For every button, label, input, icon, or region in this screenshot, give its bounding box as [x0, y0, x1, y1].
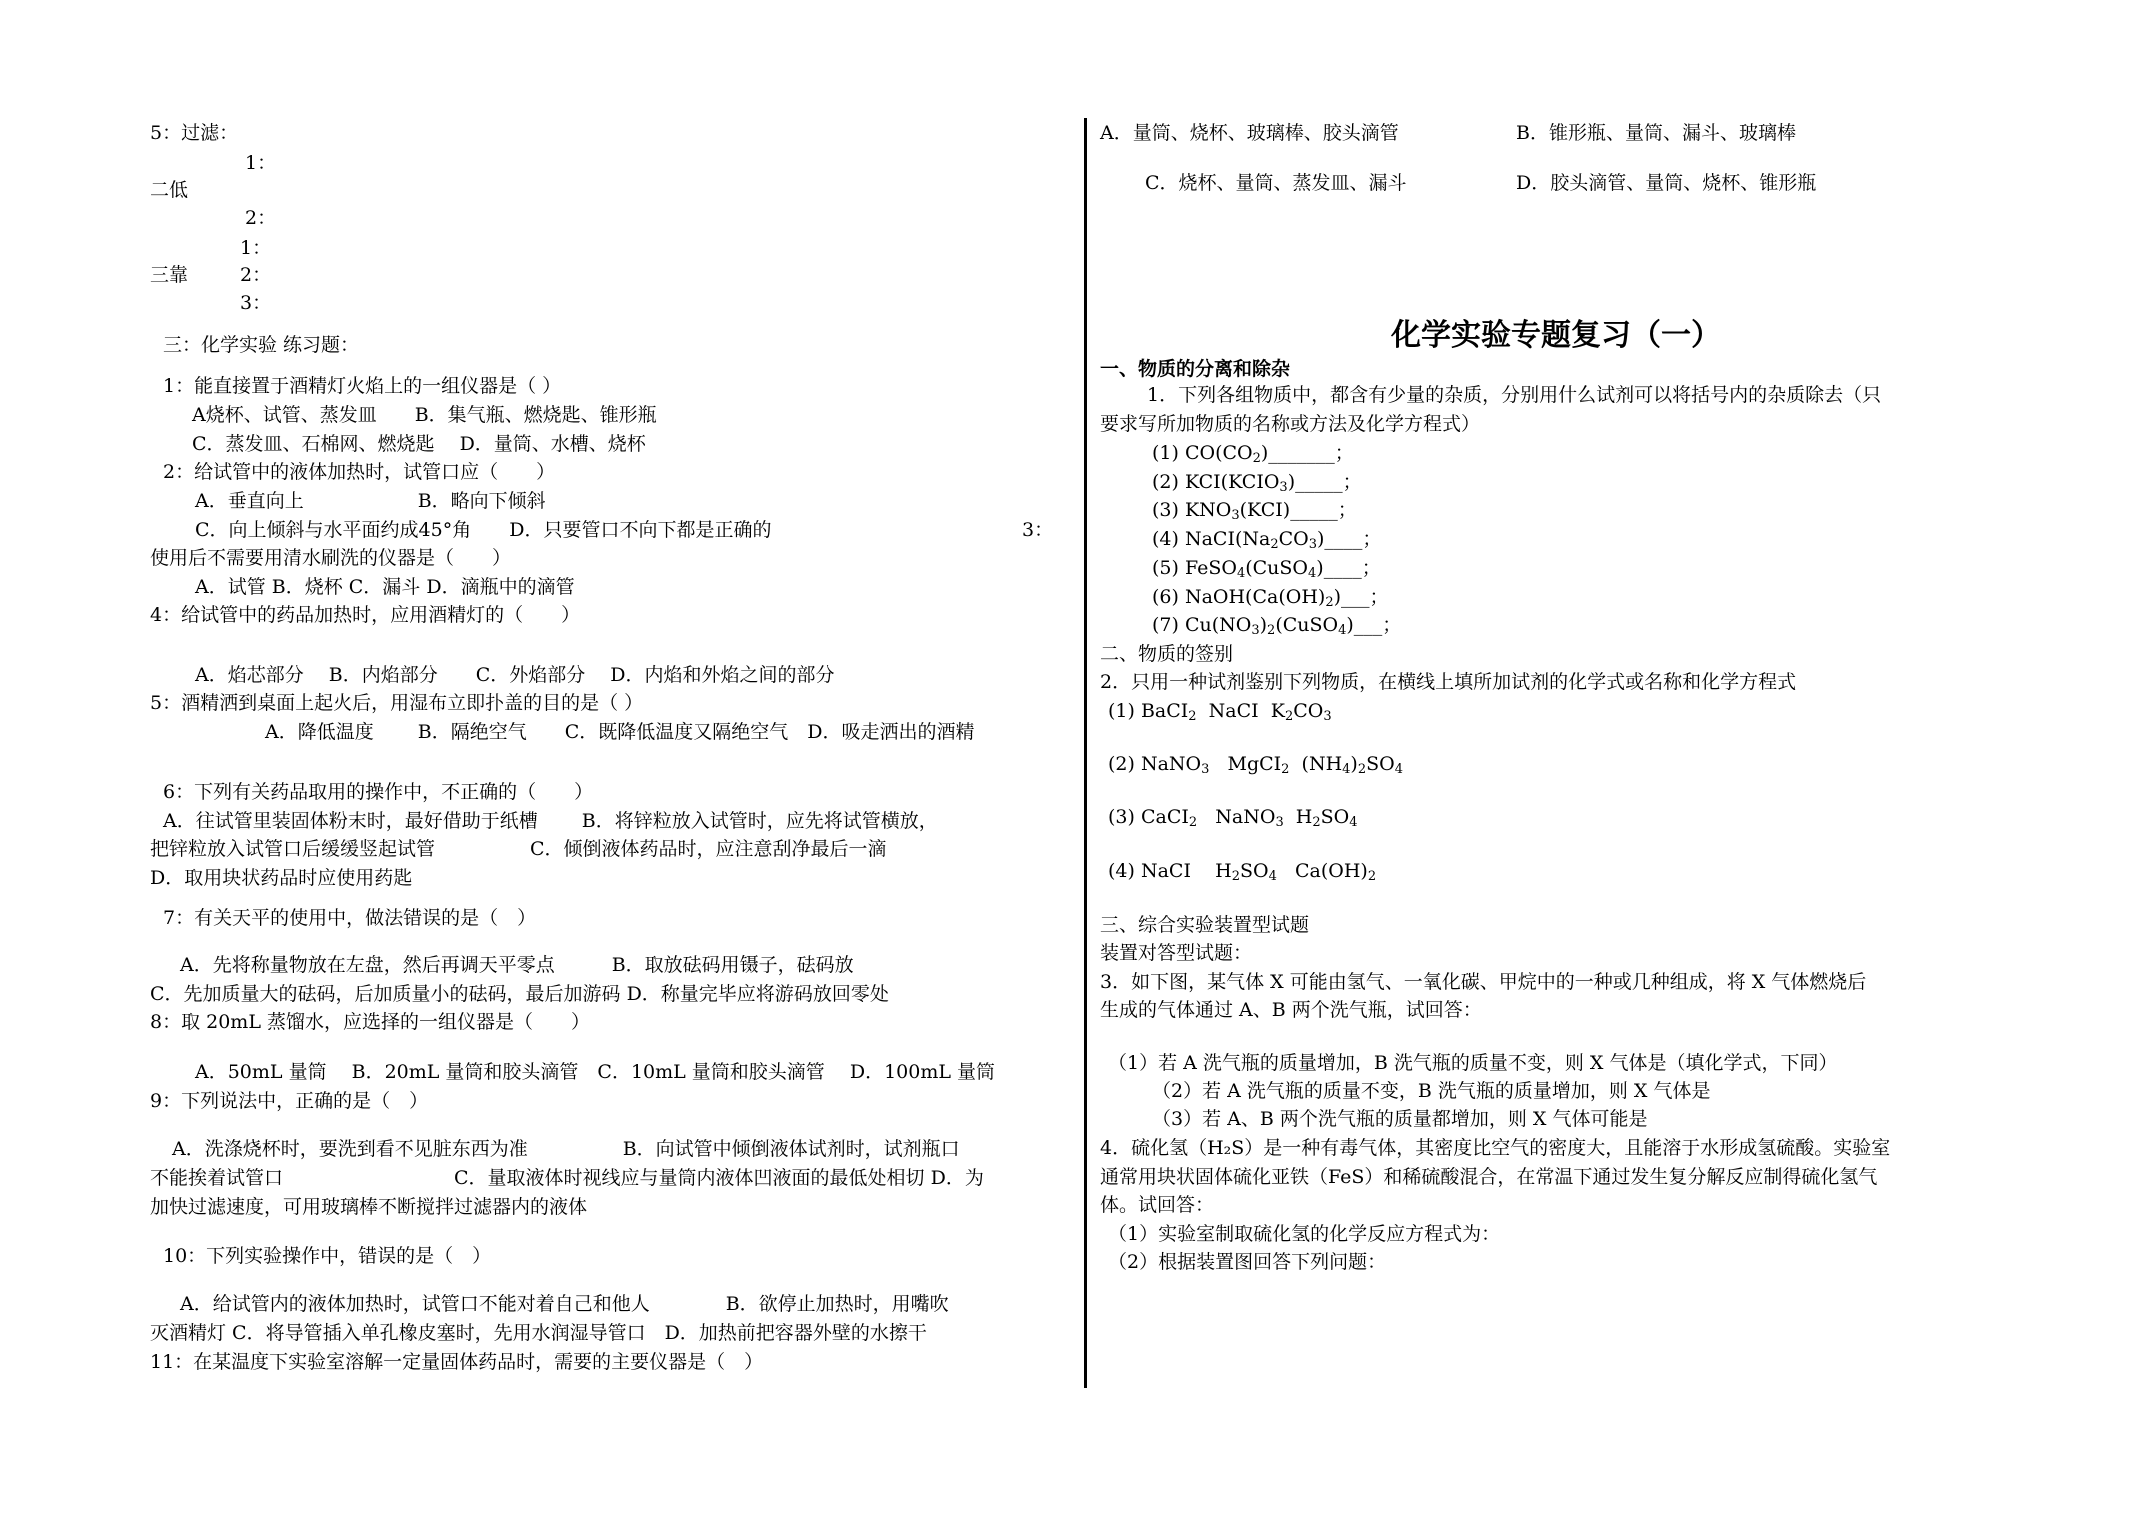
question-text: （1）实验室制取硫化氢的化学反应方程式为：: [1108, 1223, 1501, 1245]
question-line: 5：酒精洒到桌面上起火后，用湿布立即扑盖的目的是（ ）: [150, 692, 644, 714]
question-line: 1：能直接置于酒精灯火焰上的一组仪器是（ ）: [163, 375, 562, 397]
question-text: 体。试回答：: [1100, 1194, 1215, 1216]
reagent-set: (1) BaCI$_2$ NaCI $K_2CO_3$: [1108, 700, 1332, 724]
formula-item: (4) $NaCI(Na_2CO_3)\_\_\_\_$；: [1152, 528, 1382, 552]
filter-point: 2：: [245, 207, 277, 229]
reagent-set: (2) NaNO$_3$ MgCI$_2$ $(NH_4)_2SO_4$: [1108, 753, 1403, 777]
page-title: 化学实验专题复习（一）: [1391, 318, 1721, 353]
question-line: C．蒸发皿、石棉网、燃烧匙 D．量筒、水槽、烧杯: [192, 433, 646, 455]
reagent-set: (4) NaCI $H_2SO_4$ $Ca(OH)_2$: [1108, 860, 1377, 884]
sub-heading: 装置对答型试题：: [1100, 942, 1253, 964]
option-d: D．胶头滴管、量筒、烧杯、锥形瓶: [1516, 172, 1817, 194]
reagent-set: (3) CaCI$_2$ NaNO$_3$ $H_2SO_4$: [1108, 806, 1358, 830]
column-divider: [1084, 118, 1087, 1388]
section-heading: 三、综合实验装置型试题: [1100, 914, 1310, 936]
sankao-label: 三靠: [150, 264, 189, 286]
erdi-label: 二低: [150, 179, 189, 201]
formula-item: (6) $NaOH(Ca(OH)_2)\_\_\_$；: [1152, 586, 1389, 610]
question-line: 灭酒精灯 C．将导管插入单孔橡皮塞时，先用水润湿导管口 D．加热前把容器外壁的水擦干: [150, 1322, 927, 1344]
question-line: A．往试管里装固体粉末时，最好借助于纸槽 B．将锌粒放入试管时，应先将试管横放，: [163, 810, 938, 832]
question-text: （2）若 A 洗气瓶的质量不变，B 洗气瓶的质量增加，则 X 气体是: [1152, 1080, 1711, 1102]
question-line: 7：有关天平的使用中，做法错误的是（ ）: [163, 907, 537, 929]
question-line: 2：给试管中的液体加热时，试管口应（ ）: [163, 461, 556, 483]
question-line: A．先将称量物放在左盘，然后再调天平零点 B．取放砝码用镊子，砝码放: [180, 954, 854, 976]
question-line: 9：下列说法中，正确的是（ ）: [150, 1090, 429, 1112]
question-line: 加快过滤速度，可用玻璃棒不断搅拌过滤器内的液体: [150, 1196, 588, 1218]
question-text: （1）若 A 洗气瓶的质量增加，B 洗气瓶的质量不变，则 X 气体是（填化学式，下同）: [1108, 1052, 1838, 1074]
filter-heading: 5：过滤：: [150, 122, 239, 144]
question-line: 不能挨着试管口 C．量取液体时视线应与量筒内液体凹液面的最低处相切 D．为: [150, 1167, 984, 1189]
filter-point: 1：: [245, 152, 277, 174]
question-text: （2）根据装置图回答下列问题：: [1108, 1251, 1387, 1273]
formula-item: (3) $KNO_3(KCI)\_\_\_\_\_$；: [1152, 499, 1357, 523]
question-text: 4．硫化氢（H₂S）是一种有毒气体，其密度比空气的密度大，且能溶于水形成氢硫酸。实验室: [1100, 1137, 1891, 1159]
question-line: C．向上倾斜与水平面约成45°角 D．只要管口不向下都是正确的: [195, 519, 772, 541]
question-line: 11：在某温度下实验室溶解一定量固体药品时，需要的主要仪器是（ ）: [150, 1351, 764, 1373]
question-text: 3．如下图，某气体 X 可能由氢气、一氧化碳、甲烷中的一种或几种组成，将 X 气体燃烧后: [1100, 971, 1867, 993]
question-line: D．取用块状药品时应使用药匙: [150, 867, 413, 889]
formula-item: (2) $KCI(KCIO_3)\_\_\_\_\_$；: [1152, 471, 1362, 495]
question-text: 1．下列各组物质中，都含有少量的杂质，分别用什么试剂可以将括号内的杂质除去（只: [1147, 384, 1882, 406]
formula-item: (7) $Cu(NO_3)_2(CuSO_4)\_\_\_$；: [1152, 614, 1402, 638]
filter-point: 2：: [240, 264, 272, 286]
question-line: 10：下列实验操作中，错误的是（ ）: [163, 1245, 492, 1267]
section-heading: 二、物质的签别: [1100, 643, 1234, 665]
question-line: A．降低温度 B．隔绝空气 C．既降低温度又隔绝空气 D．吸走洒出的酒精: [265, 721, 975, 743]
question-text: （3）若 A、B 两个洗气瓶的质量都增加，则 X 气体可能是: [1152, 1108, 1648, 1130]
question-line: 3：: [1022, 519, 1054, 541]
option-c: C．烧杯、量筒、蒸发皿、漏斗: [1145, 172, 1407, 194]
section-heading: 一、物质的分离和除杂: [1100, 358, 1291, 380]
question-line: A．焰芯部分 B．内焰部分 C．外焰部分 D．内焰和外焰之间的部分: [195, 664, 835, 686]
option-b: B．锥形瓶、量筒、漏斗、玻璃棒: [1516, 122, 1796, 144]
formula-item: (5) FeSO$_4$(CuSO$_4$)____；: [1152, 557, 1381, 581]
question-line: A．试管 B．烧杯 C．漏斗 D．滴瓶中的滴管: [195, 576, 575, 598]
question-line: 6：下列有关药品取用的操作中，不正确的（ ）: [163, 781, 594, 803]
question-text: 要求写所加物质的名称或方法及化学方程式）: [1100, 413, 1481, 435]
question-text: 2．只用一种试剂鉴别下列物质，在横线上填所加试剂的化学式或名称和化学方程式: [1100, 671, 1797, 693]
question-line: 4：给试管中的药品加热时，应用酒精灯的（ ）: [150, 604, 581, 626]
question-text: 生成的气体通过 A、B 两个洗气瓶，试回答：: [1100, 999, 1482, 1021]
question-line: A．50mL 量筒 B．20mL 量筒和胶头滴管 C．10mL 量筒和胶头滴管 D．100mL 量筒: [195, 1061, 996, 1083]
question-line: C．先加质量大的砝码，后加质量小的砝码，最后加游码 D．称量完毕应将游码放回零处: [150, 983, 889, 1005]
section-title: 三：化学实验 练习题：: [163, 334, 360, 356]
question-line: A．洗涤烧杯时，要洗到看不见脏东西为准 B．向试管中倾倒液体试剂时，试剂瓶口: [172, 1138, 960, 1160]
question-line: A烧杯、试管、蒸发皿 B．集气瓶、燃烧匙、锥形瓶: [192, 404, 657, 426]
filter-point: 1：: [240, 237, 272, 259]
question-line: 把锌粒放入试管口后缓缓竖起试管 C．倾倒液体药品时，应注意刮净最后一滴: [150, 838, 887, 860]
question-text: 通常用块状固体硫化亚铁（FeS）和稀硫酸混合，在常温下通过发生复分解反应制得硫化氢气: [1100, 1166, 1878, 1188]
formula-item: (1) $CO(CO_2)\_\_\_\_\_\_\_$；: [1152, 442, 1354, 466]
question-line: A．垂直向上 B．略向下倾斜: [195, 490, 546, 512]
question-line: 8：取 20mL 蒸馏水，应选择的一组仪器是（ ）: [150, 1011, 590, 1033]
filter-point: 3：: [240, 292, 272, 314]
question-line: A．给试管内的液体加热时，试管口不能对着自己和他人 B．欲停止加热时，用嘴吹: [180, 1293, 949, 1315]
question-line: 使用后不需要用清水刷洗的仪器是（ ）: [150, 547, 512, 569]
option-a: A．量筒、烧杯、玻璃棒、胶头滴管: [1100, 122, 1399, 144]
